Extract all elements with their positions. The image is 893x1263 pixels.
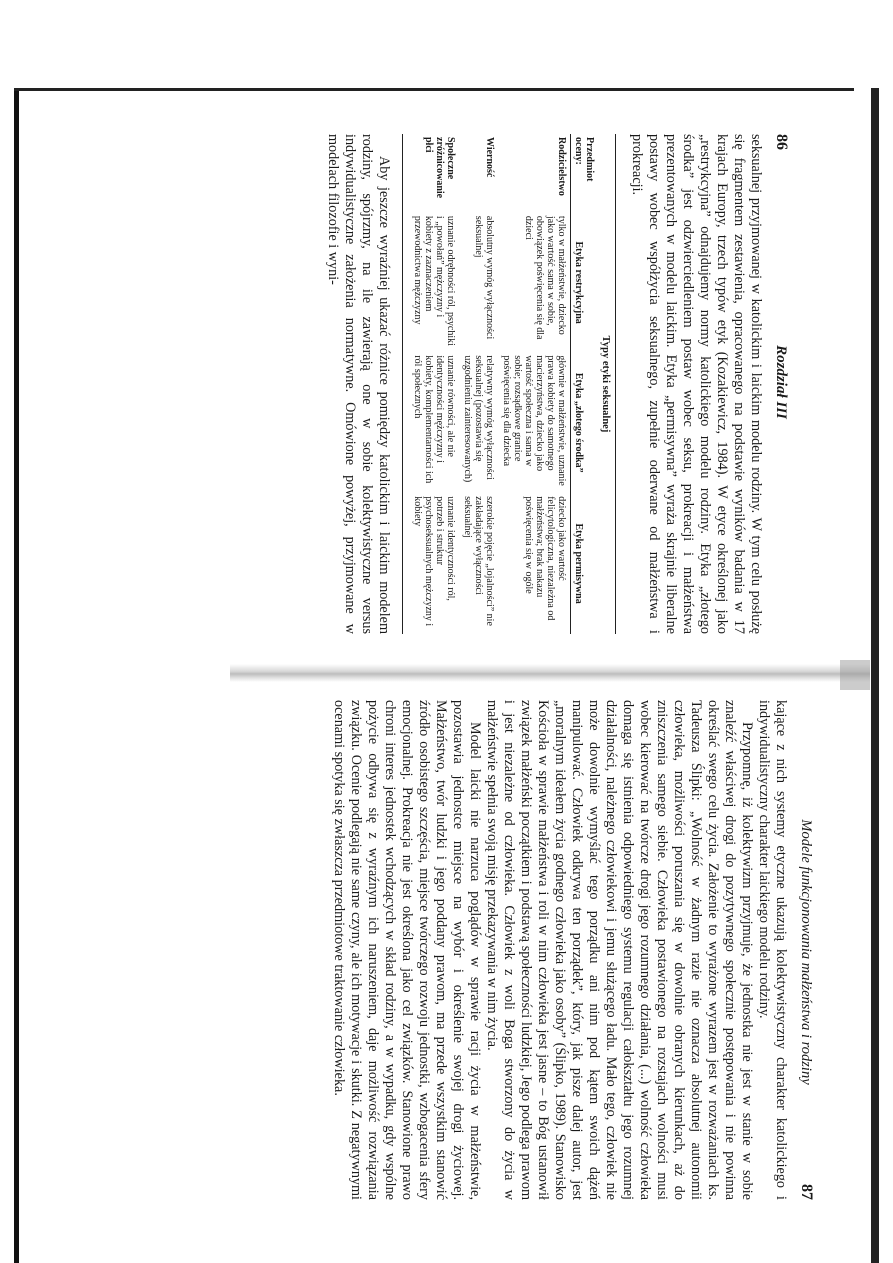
- header-permissive: Etyka permisywna: [571, 493, 598, 634]
- header-golden-mean: Etyka „złotego środka”: [571, 352, 598, 493]
- table-row: [459, 134, 498, 634]
- header-restrictive: Etyka restrykcyjna: [571, 213, 598, 352]
- page-number: 86: [773, 134, 790, 150]
- row-subject: Rodzicielstwo: [556, 137, 567, 196]
- ethics-table-grid: [409, 134, 597, 634]
- cell-permissive: szerokie pojęcie „lojalności” nie zakładające wyłączności seksualnej: [462, 496, 495, 626]
- scan-border-top: [14, 88, 854, 91]
- page-87: [95, 700, 815, 1200]
- cell-golden-mean: uznanie równości, ale nie identyczności mężczyzny i kobiety, komplementarności ich ról społecznych: [412, 355, 456, 484]
- cell-permissive: uznanie identyczności ról, potrzeb i struktur psychoseksualnych mężczyzny i kobiety: [412, 496, 456, 627]
- row-subject: Wierność: [484, 137, 495, 178]
- body-paragraph: Model laicki nie narzuca poglądów w sprawie racji życia w małżeństwie, pozostawia jednostce miejsce na wybór i określenie swojej drogi życiowej. Małżeństwo, twór ludzki i jego poddany prawom, ma przede wszystkim stanowić źródło osobistego szczęścia, miejsce twórczego rozwoju jednostki, wzbogacenia sfery emocjonalnej. Prokreacja nie jest określona jako cel związków. Stanowione prawo chroni interes jednostek wchodzących w skład rodziny, a w wypadku, gdy wspólne pożycie odbywa się z wyraźnym ich naruszeniem, daje możliwość rozwiązania związku. Ocenie podlegają nie same czyny, ale ich motywacje i skutki. Z negatywnymi ocenami spotyka się zwłaszcza przedmiotowe traktowanie człowieka.: [331, 700, 483, 1200]
- row-subject: Społeczne zróżnicowanie płci: [423, 137, 456, 199]
- page-header: [772, 134, 790, 634]
- header-subject: Przedmiot oceny:: [571, 134, 598, 213]
- closing-paragraph: Aby jeszcze wyraźniej ukazać różnice pomiędzy katolickim i laickim modelem rodziny, spójrzmy, na ile zawierają one w sobie kolektywistyczne versus indywidualistyczne założenia normatywne. Omówione powyżej, przyjmowane w modelach filozofie i wyni-: [325, 134, 392, 634]
- ethics-table: [402, 134, 616, 634]
- cell-golden-mean: relatywny wymóg wyłączności seksualnej (pozostawia się uzgodnieniu zainteresowanych): [462, 355, 495, 483]
- page-number: 87: [798, 1184, 815, 1200]
- cell-restrictive: tylko w małżeństwie, dziecko jako wartość sama w sobie, obowiązek poświęcenia się dla dzieci: [523, 215, 567, 340]
- running-head: Rozdział III: [773, 345, 789, 419]
- table-row: [409, 134, 459, 634]
- body-paragraph: Przypomnę, iż kolektywizm przyjmuje, że jednostka nie jest w stanie w sobie znaleźć właściwej drogi do pozytywnego społecznie postępowania i nie powinna określać swego celu życia. Założenie to wyrażone wyrazem jest w rozważaniach ks. Tadeusza Ślipki: „Wolność w żadnym razie nie oznacza absolutnej autonomii człowieka, możliwości poruszania się w dowolnie obranych kierunkach, aż do zniszczenia samego siebie. Człowieka postawionego na rozstajach wolności musi wobec kierować na twórcze drogi jego rozumnego działania, (...) wolność człowieka domaga się istnienia odpowiedniego systemu regulacji całokształtu jego rozumnej działalności, należnego człowiekowi i jemu służącego ładu. Mało tego, człowiek nie może dowolnie wymyślać tego porządku ani nim pod kątem swoich dążeń manipulować. Człowiek odkrywa ten porządek”, który, jak pisze dalej autor, jest „moralnym ideałem życia godnego człowieka jako osoby” (Ślipko, 1989). Stanowisko Kościoła w sprawie małżeństwa i roli w nim człowieka jest jasne – to Bóg ustanowił związek małżeński początkiem i podstawą społeczności ludzkiej, Jego podlega prawom i jest niezależne od człowieka. Człowiek z woli Boga stworzony do życia w małżeństwie spełnia swoją misję przekazywania w nim życia.: [484, 700, 755, 1200]
- page-header: [797, 700, 815, 1200]
- intro-paragraph: seksualnej przyjmowanej w katolickim i laickim modelu rodziny. W tym celu posłużę się fragmentem zestawienia, opracowanego na podstawie wyników badania w 17 krajach Europy, trzech typów etyk (Kozakiewicz, 1984). W etyce określonej jako „restrykcyjna” odnajdujemy normy katolickiego modelu rodziny. Etyka „złotego środka” jest odzwierciedleniem postaw wobec seksu, prokreacji i małżeństwa prezentowanych w modelu laickim. Etyka „permisywna” wyraża skrajnie liberalne postawy wobec współżycia seksualnego, zupełnie oderwane od małżeństwa i prokreacji.: [629, 134, 764, 634]
- cell-golden-mean: głównie w małżeństwie, uznanie prawa kobiety do samotnego macierzyństwa, dziecko jako wartość społeczna i sama w sobie; rozsądkowe granice poświęcenia się dla dziecka: [501, 355, 567, 486]
- running-head: Modele funkcjonowania małżeństwa i rodziny: [798, 819, 814, 1085]
- cell-permissive: dziecko jako wartość felicytologiczna, niezależna od małżeństwa; brak nakazu poświęcenia się w ogóle: [523, 496, 567, 621]
- book-gutter: [230, 664, 870, 682]
- body-paragraph: kające z nich systemy etyczne ukazują kolektywistyczny charakter katolickiego i indywidualistyczny charakter laickiego modelu rodziny.: [756, 700, 789, 1200]
- table-header-row: [571, 134, 598, 634]
- table-row: [498, 134, 571, 634]
- cell-restrictive: uznanie odrębności ról, psychiki i „powołań” mężczyzny i kobiety z zaznaczeniem przewodnictwa mężczyzny: [412, 215, 456, 346]
- page-edge-right: [871, 88, 879, 1263]
- page-edge-left: [14, 88, 19, 1263]
- gutter-shadow: [840, 660, 870, 690]
- page-86: [90, 134, 790, 634]
- table-title: Typy etyki seksualnej: [600, 335, 611, 433]
- cell-restrictive: absolutny wymóg wyłączności seksualnej: [473, 215, 495, 340]
